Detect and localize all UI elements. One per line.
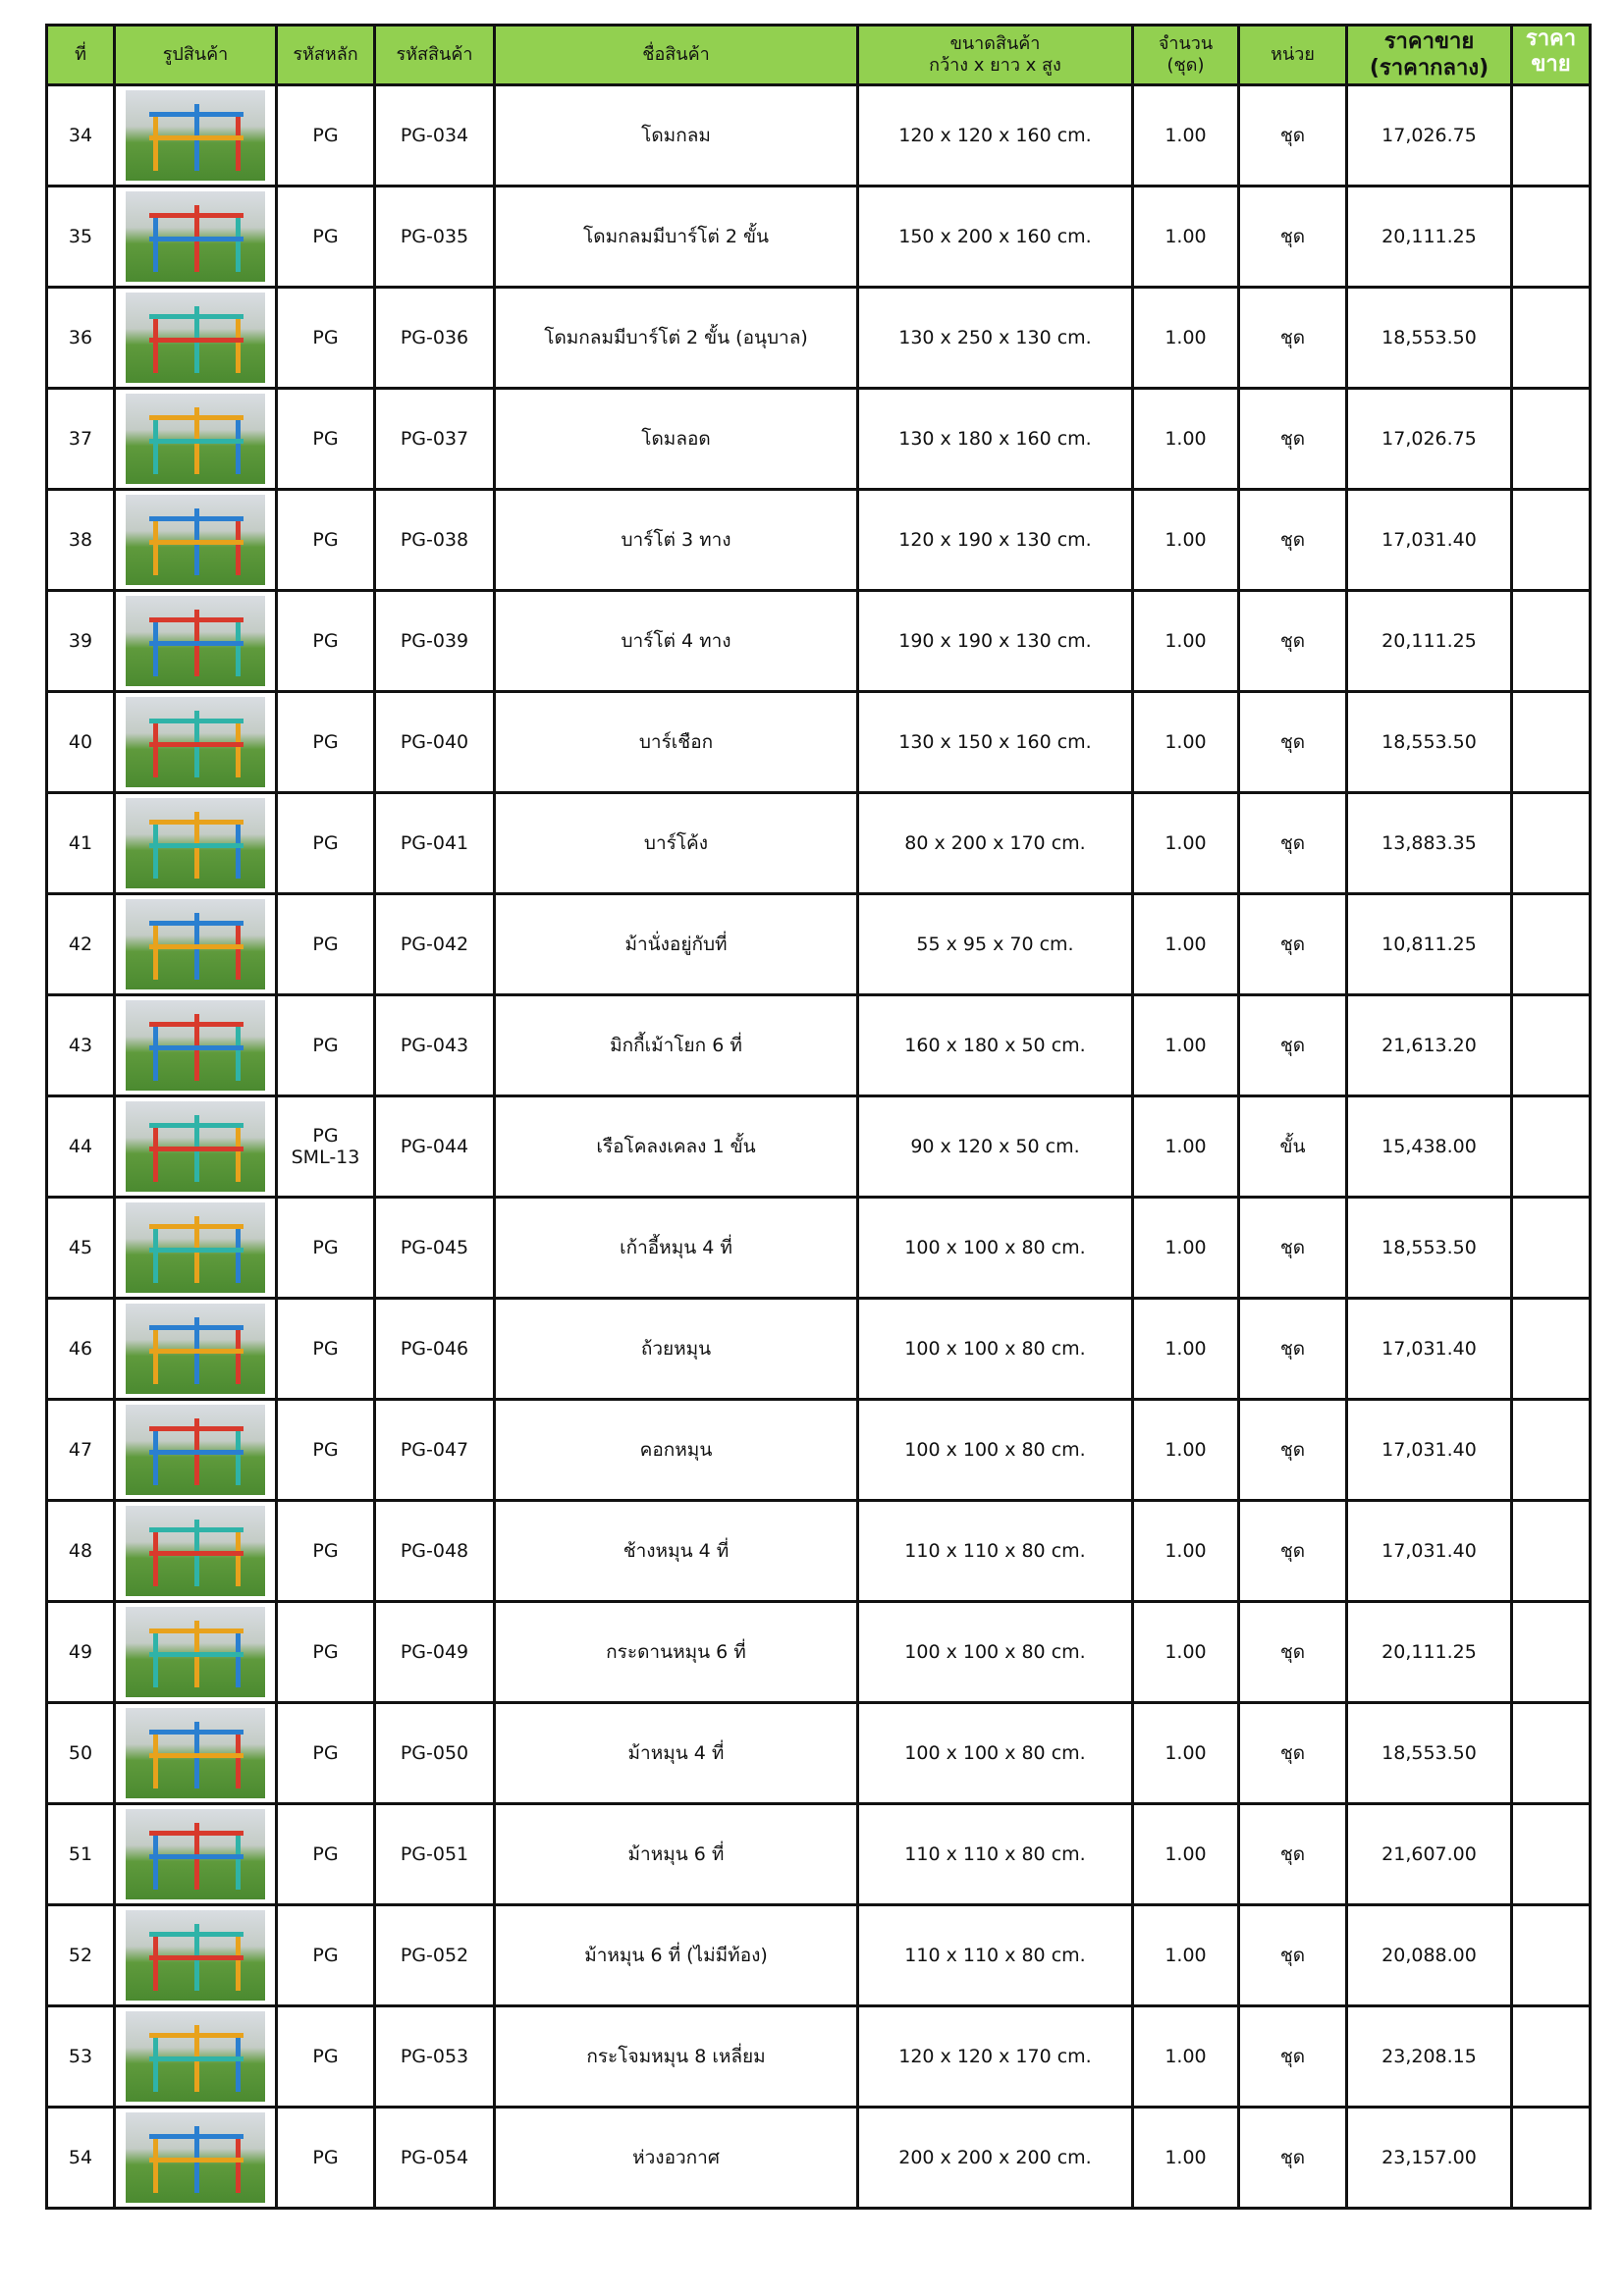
main-code-line1: PG (312, 832, 339, 854)
product-photo-cell (115, 591, 277, 692)
table-row (47, 1299, 1591, 1400)
product-photo-cell (115, 1198, 277, 1299)
product-photo (126, 394, 265, 484)
main-code-line1: PG (312, 934, 339, 955)
quantity: 1.00 (1133, 995, 1239, 1096)
unit: ชุด (1239, 187, 1347, 288)
product-name: บาร์โต่ 4 ทาง (495, 591, 858, 692)
extra-cell (1512, 1400, 1591, 1501)
product-name: โดมกลมมีบาร์โต่ 2 ขั้น (495, 187, 858, 288)
quantity: 1.00 (1133, 187, 1239, 288)
product-photo-cell (115, 793, 277, 894)
unit: ชุด (1239, 1905, 1347, 2006)
table-row (47, 1905, 1591, 2006)
product-name: ม้าหมุน 6 ที่ (ไม่มีท้อง) (495, 1905, 858, 2006)
product-code: PG-041 (375, 793, 495, 894)
product-size: 100 x 100 x 80 cm. (858, 1299, 1133, 1400)
main-code (277, 85, 375, 187)
price: 15,438.00 (1347, 1096, 1512, 1198)
quantity: 1.00 (1133, 389, 1239, 490)
main-code (277, 1602, 375, 1703)
product-photo (126, 293, 265, 383)
row-no: 46 (47, 1299, 115, 1400)
product-code: PG-037 (375, 389, 495, 490)
extra-header-line1: ราคา (1525, 27, 1577, 51)
price: 21,613.20 (1347, 995, 1512, 1096)
quantity: 1.00 (1133, 490, 1239, 591)
product-code: PG-042 (375, 894, 495, 995)
main-code (277, 894, 375, 995)
product-name: ม้านั่งอยู่กับที่ (495, 894, 858, 995)
extra-cell (1512, 1703, 1591, 1804)
main-code (277, 793, 375, 894)
product-name: กระดานหมุน 6 ที่ (495, 1602, 858, 1703)
unit: ชุด (1239, 793, 1347, 894)
row-no: 54 (47, 2108, 115, 2209)
quantity: 1.00 (1133, 1905, 1239, 2006)
main-code-line1: PG (312, 125, 339, 146)
product-photo (126, 1607, 265, 1697)
quantity: 1.00 (1133, 2006, 1239, 2108)
table-row (47, 288, 1591, 389)
table-row (47, 1602, 1591, 1703)
quantity: 1.00 (1133, 1602, 1239, 1703)
main-code (277, 1804, 375, 1905)
price: 18,553.50 (1347, 1198, 1512, 1299)
product-photo-cell (115, 2006, 277, 2108)
extra-cell (1512, 1299, 1591, 1400)
quantity: 1.00 (1133, 1501, 1239, 1602)
price: 23,208.15 (1347, 2006, 1512, 2108)
main-code (277, 389, 375, 490)
main-code (277, 1905, 375, 2006)
main-code (277, 692, 375, 793)
product-size: 100 x 100 x 80 cm. (858, 1703, 1133, 1804)
quantity: 1.00 (1133, 692, 1239, 793)
main-code (277, 995, 375, 1096)
product-size: 100 x 100 x 80 cm. (858, 1198, 1133, 1299)
main-code-line1: PG (312, 529, 339, 551)
quantity: 1.00 (1133, 288, 1239, 389)
price: 20,111.25 (1347, 1602, 1512, 1703)
product-photo-cell (115, 187, 277, 288)
product-name: เก้าอี้หมุน 4 ที่ (495, 1198, 858, 1299)
product-photo-cell (115, 1804, 277, 1905)
size-header-line1: ขนาดสินค้า (949, 32, 1041, 54)
table-row (47, 793, 1591, 894)
product-photo (126, 1304, 265, 1394)
extra-cell (1512, 187, 1591, 288)
extra-cell (1512, 1096, 1591, 1198)
main-code-line1: PG (312, 731, 339, 753)
header-row (47, 26, 1591, 85)
main-code (277, 2006, 375, 2108)
main-code-line1: PG (312, 2147, 339, 2168)
product-code: PG-049 (375, 1602, 495, 1703)
extra-cell (1512, 995, 1591, 1096)
quantity: 1.00 (1133, 2108, 1239, 2209)
price: 17,031.40 (1347, 490, 1512, 591)
product-name: เรือโคลงเคลง 1 ขั้น (495, 1096, 858, 1198)
unit: ชุด (1239, 1703, 1347, 1804)
table-row (47, 692, 1591, 793)
product-size: 100 x 100 x 80 cm. (858, 1400, 1133, 1501)
quantity: 1.00 (1133, 793, 1239, 894)
main-code (277, 1400, 375, 1501)
price: 21,607.00 (1347, 1804, 1512, 1905)
price: 13,883.35 (1347, 793, 1512, 894)
product-code: PG-048 (375, 1501, 495, 1602)
main-code (277, 1096, 375, 1198)
product-size: 190 x 190 x 130 cm. (858, 591, 1133, 692)
product-code: PG-043 (375, 995, 495, 1096)
main-code-line1: PG (312, 1641, 339, 1663)
main-code-line1: PG (312, 1035, 339, 1056)
qty-header-line1: จำนวน (1158, 32, 1214, 54)
product-photo-cell (115, 389, 277, 490)
main-code-line1: PG (312, 2046, 339, 2067)
row-no: 38 (47, 490, 115, 591)
product-name: ห่วงอวกาศ (495, 2108, 858, 2209)
product-name: ม้าหมุน 6 ที่ (495, 1804, 858, 1905)
product-name: โดมลอด (495, 389, 858, 490)
size-header-line2: กว้าง x ยาว x สูง (929, 55, 1061, 76)
unit: ชุด (1239, 591, 1347, 692)
table-row (47, 591, 1591, 692)
product-photo (126, 90, 265, 181)
product-name: มิกกี้เม้าโยก 6 ที่ (495, 995, 858, 1096)
table-header (47, 26, 1591, 85)
table-body (47, 85, 1591, 2209)
product-photo-cell (115, 1400, 277, 1501)
extra-cell (1512, 1198, 1591, 1299)
product-photo-cell (115, 85, 277, 187)
product-photo-cell (115, 1703, 277, 1804)
col-main-code-header: รหัสหลัก (277, 26, 375, 85)
unit: ชุด (1239, 1198, 1347, 1299)
unit: ชุด (1239, 1501, 1347, 1602)
product-name: ช้างหมุน 4 ที่ (495, 1501, 858, 1602)
extra-cell (1512, 894, 1591, 995)
price: 18,553.50 (1347, 692, 1512, 793)
product-size: 150 x 200 x 160 cm. (858, 187, 1133, 288)
price: 17,031.40 (1347, 1501, 1512, 1602)
main-code-line1: PG (312, 1237, 339, 1258)
main-code (277, 1198, 375, 1299)
product-size: 110 x 110 x 80 cm. (858, 1501, 1133, 1602)
product-size: 130 x 180 x 160 cm. (858, 389, 1133, 490)
product-code: PG-053 (375, 2006, 495, 2108)
main-code-line1: PG (312, 1439, 339, 1461)
product-size: 120 x 120 x 160 cm. (858, 85, 1133, 187)
row-no: 53 (47, 2006, 115, 2108)
unit: ชุด (1239, 85, 1347, 187)
price: 18,553.50 (1347, 1703, 1512, 1804)
price: 17,026.75 (1347, 85, 1512, 187)
extra-cell (1512, 85, 1591, 187)
product-code: PG-035 (375, 187, 495, 288)
product-code: PG-052 (375, 1905, 495, 2006)
unit: ชุด (1239, 1804, 1347, 1905)
row-no: 34 (47, 85, 115, 187)
product-photo (126, 2011, 265, 2102)
row-no: 41 (47, 793, 115, 894)
unit: ชุด (1239, 692, 1347, 793)
product-size: 130 x 250 x 130 cm. (858, 288, 1133, 389)
product-photo (126, 1506, 265, 1596)
unit: ชุด (1239, 288, 1347, 389)
main-code (277, 1703, 375, 1804)
product-photo-cell (115, 288, 277, 389)
extra-cell (1512, 1602, 1591, 1703)
col-product-name-header: ชื่อสินค้า (495, 26, 858, 85)
table-row (47, 85, 1591, 187)
product-size: 90 x 120 x 50 cm. (858, 1096, 1133, 1198)
product-size: 130 x 150 x 160 cm. (858, 692, 1133, 793)
product-size: 110 x 110 x 80 cm. (858, 1804, 1133, 1905)
product-photo-cell (115, 1501, 277, 1602)
product-code: PG-045 (375, 1198, 495, 1299)
quantity: 1.00 (1133, 1400, 1239, 1501)
product-name: ถ้วยหมุน (495, 1299, 858, 1400)
table-row (47, 1804, 1591, 1905)
unit: ชุด (1239, 1602, 1347, 1703)
price: 17,026.75 (1347, 389, 1512, 490)
unit: ชุด (1239, 2006, 1347, 2108)
price: 20,111.25 (1347, 591, 1512, 692)
main-code-line1: PG (312, 1540, 339, 1562)
main-code-line1: PG (312, 428, 339, 450)
extra-cell (1512, 591, 1591, 692)
unit: ชุด (1239, 2108, 1347, 2209)
unit: ชุด (1239, 1400, 1347, 1501)
product-size: 80 x 200 x 170 cm. (858, 793, 1133, 894)
product-photo (126, 1708, 265, 1798)
product-code: PG-039 (375, 591, 495, 692)
row-no: 36 (47, 288, 115, 389)
quantity: 1.00 (1133, 1096, 1239, 1198)
product-photo (126, 1809, 265, 1899)
main-code-line1: PG (312, 1742, 339, 1764)
product-name: กระโจมหมุน 8 เหลี่ยม (495, 2006, 858, 2108)
unit: ชุด (1239, 995, 1347, 1096)
table-row (47, 2108, 1591, 2209)
extra-cell (1512, 1905, 1591, 2006)
price: 23,157.00 (1347, 2108, 1512, 2209)
product-code: PG-044 (375, 1096, 495, 1198)
col-size-header (858, 26, 1133, 85)
quantity: 1.00 (1133, 85, 1239, 187)
product-photo (126, 191, 265, 282)
quantity: 1.00 (1133, 1703, 1239, 1804)
product-size: 100 x 100 x 80 cm. (858, 1602, 1133, 1703)
price-header-line2: (ราคากลาง) (1369, 56, 1489, 80)
price: 17,031.40 (1347, 1299, 1512, 1400)
product-photo-cell (115, 1905, 277, 2006)
quantity: 1.00 (1133, 894, 1239, 995)
price: 20,088.00 (1347, 1905, 1512, 2006)
product-code: PG-050 (375, 1703, 495, 1804)
product-code: PG-047 (375, 1400, 495, 1501)
price: 10,811.25 (1347, 894, 1512, 995)
product-size: 110 x 110 x 80 cm. (858, 1905, 1133, 2006)
product-size: 160 x 180 x 50 cm. (858, 995, 1133, 1096)
product-photo (126, 1000, 265, 1091)
row-no: 49 (47, 1602, 115, 1703)
product-name: โดมกลม (495, 85, 858, 187)
row-no: 37 (47, 389, 115, 490)
product-photo (126, 798, 265, 888)
price-header-line1: ราคาขาย (1383, 28, 1475, 54)
product-name: บาร์โค้ง (495, 793, 858, 894)
table-row (47, 1198, 1591, 1299)
product-size: 200 x 200 x 200 cm. (858, 2108, 1133, 2209)
row-no: 52 (47, 1905, 115, 2006)
product-photo-cell (115, 1096, 277, 1198)
product-code: PG-036 (375, 288, 495, 389)
col-product-code-header: รหัสสินค้า (375, 26, 495, 85)
main-code-line1: PG (312, 327, 339, 348)
row-no: 35 (47, 187, 115, 288)
product-photo (126, 697, 265, 787)
product-photo-cell (115, 1299, 277, 1400)
table-row (47, 995, 1591, 1096)
product-photo (126, 1910, 265, 2001)
main-code-line1: PG (312, 630, 339, 652)
product-name: โดมกลมมีบาร์โต่ 2 ขั้น (อนุบาล) (495, 288, 858, 389)
product-size: 120 x 120 x 170 cm. (858, 2006, 1133, 2108)
row-no: 47 (47, 1400, 115, 1501)
table-row (47, 894, 1591, 995)
col-price-header (1347, 26, 1512, 85)
table-row (47, 187, 1591, 288)
extra-cell (1512, 692, 1591, 793)
product-photo (126, 1405, 265, 1495)
price: 18,553.50 (1347, 288, 1512, 389)
row-no: 42 (47, 894, 115, 995)
price-table (45, 24, 1592, 2210)
product-photo-cell (115, 1602, 277, 1703)
product-name: คอกหมุน (495, 1400, 858, 1501)
main-code-line1: PG (312, 226, 339, 247)
row-no: 40 (47, 692, 115, 793)
product-photo-cell (115, 490, 277, 591)
unit: ชุด (1239, 1299, 1347, 1400)
main-code-line1: PG (312, 1945, 339, 1966)
table-row (47, 1400, 1591, 1501)
extra-cell (1512, 1804, 1591, 1905)
extra-cell (1512, 389, 1591, 490)
main-code (277, 187, 375, 288)
col-unit-header: หน่วย (1239, 26, 1347, 85)
product-photo (126, 596, 265, 686)
row-no: 50 (47, 1703, 115, 1804)
product-photo (126, 2112, 265, 2203)
product-photo-cell (115, 2108, 277, 2209)
row-no: 48 (47, 1501, 115, 1602)
product-code: PG-034 (375, 85, 495, 187)
product-code: PG-040 (375, 692, 495, 793)
quantity: 1.00 (1133, 1804, 1239, 1905)
extra-header-line2: ขาย (1531, 52, 1571, 78)
col-qty-header (1133, 26, 1239, 85)
product-name: บาร์เชือก (495, 692, 858, 793)
row-no: 43 (47, 995, 115, 1096)
product-photo-cell (115, 692, 277, 793)
product-name: บาร์โต่ 3 ทาง (495, 490, 858, 591)
extra-cell (1512, 1501, 1591, 1602)
main-code (277, 2108, 375, 2209)
row-no: 45 (47, 1198, 115, 1299)
main-code-line1: PG (312, 1338, 339, 1360)
product-size: 120 x 190 x 130 cm. (858, 490, 1133, 591)
product-code: PG-054 (375, 2108, 495, 2209)
col-photo-header: รูปสินค้า (115, 26, 277, 85)
price: 20,111.25 (1347, 187, 1512, 288)
table-row (47, 1501, 1591, 1602)
product-name: ม้าหมุน 4 ที่ (495, 1703, 858, 1804)
extra-cell (1512, 288, 1591, 389)
unit: ชุด (1239, 490, 1347, 591)
product-photo-cell (115, 894, 277, 995)
main-code-line1: PG (312, 1125, 339, 1147)
extra-cell (1512, 490, 1591, 591)
main-code-line2: SML-13 (291, 1147, 360, 1168)
main-code (277, 288, 375, 389)
product-photo (126, 495, 265, 585)
extra-cell (1512, 793, 1591, 894)
product-code: PG-038 (375, 490, 495, 591)
row-no: 44 (47, 1096, 115, 1198)
quantity: 1.00 (1133, 1198, 1239, 1299)
table-row (47, 1096, 1591, 1198)
table-row (47, 490, 1591, 591)
row-no: 51 (47, 1804, 115, 1905)
qty-header-line2: (ชุด) (1166, 55, 1205, 76)
product-photo (126, 1101, 265, 1192)
col-extra-header (1512, 26, 1591, 85)
product-photo (126, 1202, 265, 1293)
main-code-line1: PG (312, 1843, 339, 1865)
col-no-header: ที่ (47, 26, 115, 85)
main-code (277, 490, 375, 591)
row-no: 39 (47, 591, 115, 692)
product-photo-cell (115, 995, 277, 1096)
price: 17,031.40 (1347, 1400, 1512, 1501)
unit: ชุด (1239, 894, 1347, 995)
main-code (277, 591, 375, 692)
product-photo (126, 899, 265, 989)
product-code: PG-046 (375, 1299, 495, 1400)
main-code (277, 1501, 375, 1602)
unit: ชุด (1239, 389, 1347, 490)
product-code: PG-051 (375, 1804, 495, 1905)
unit: ขั้น (1239, 1096, 1347, 1198)
quantity: 1.00 (1133, 1299, 1239, 1400)
main-code (277, 1299, 375, 1400)
table-row (47, 1703, 1591, 1804)
product-size: 55 x 95 x 70 cm. (858, 894, 1133, 995)
extra-cell (1512, 2006, 1591, 2108)
table-row (47, 2006, 1591, 2108)
quantity: 1.00 (1133, 591, 1239, 692)
extra-cell (1512, 2108, 1591, 2209)
table-row (47, 389, 1591, 490)
